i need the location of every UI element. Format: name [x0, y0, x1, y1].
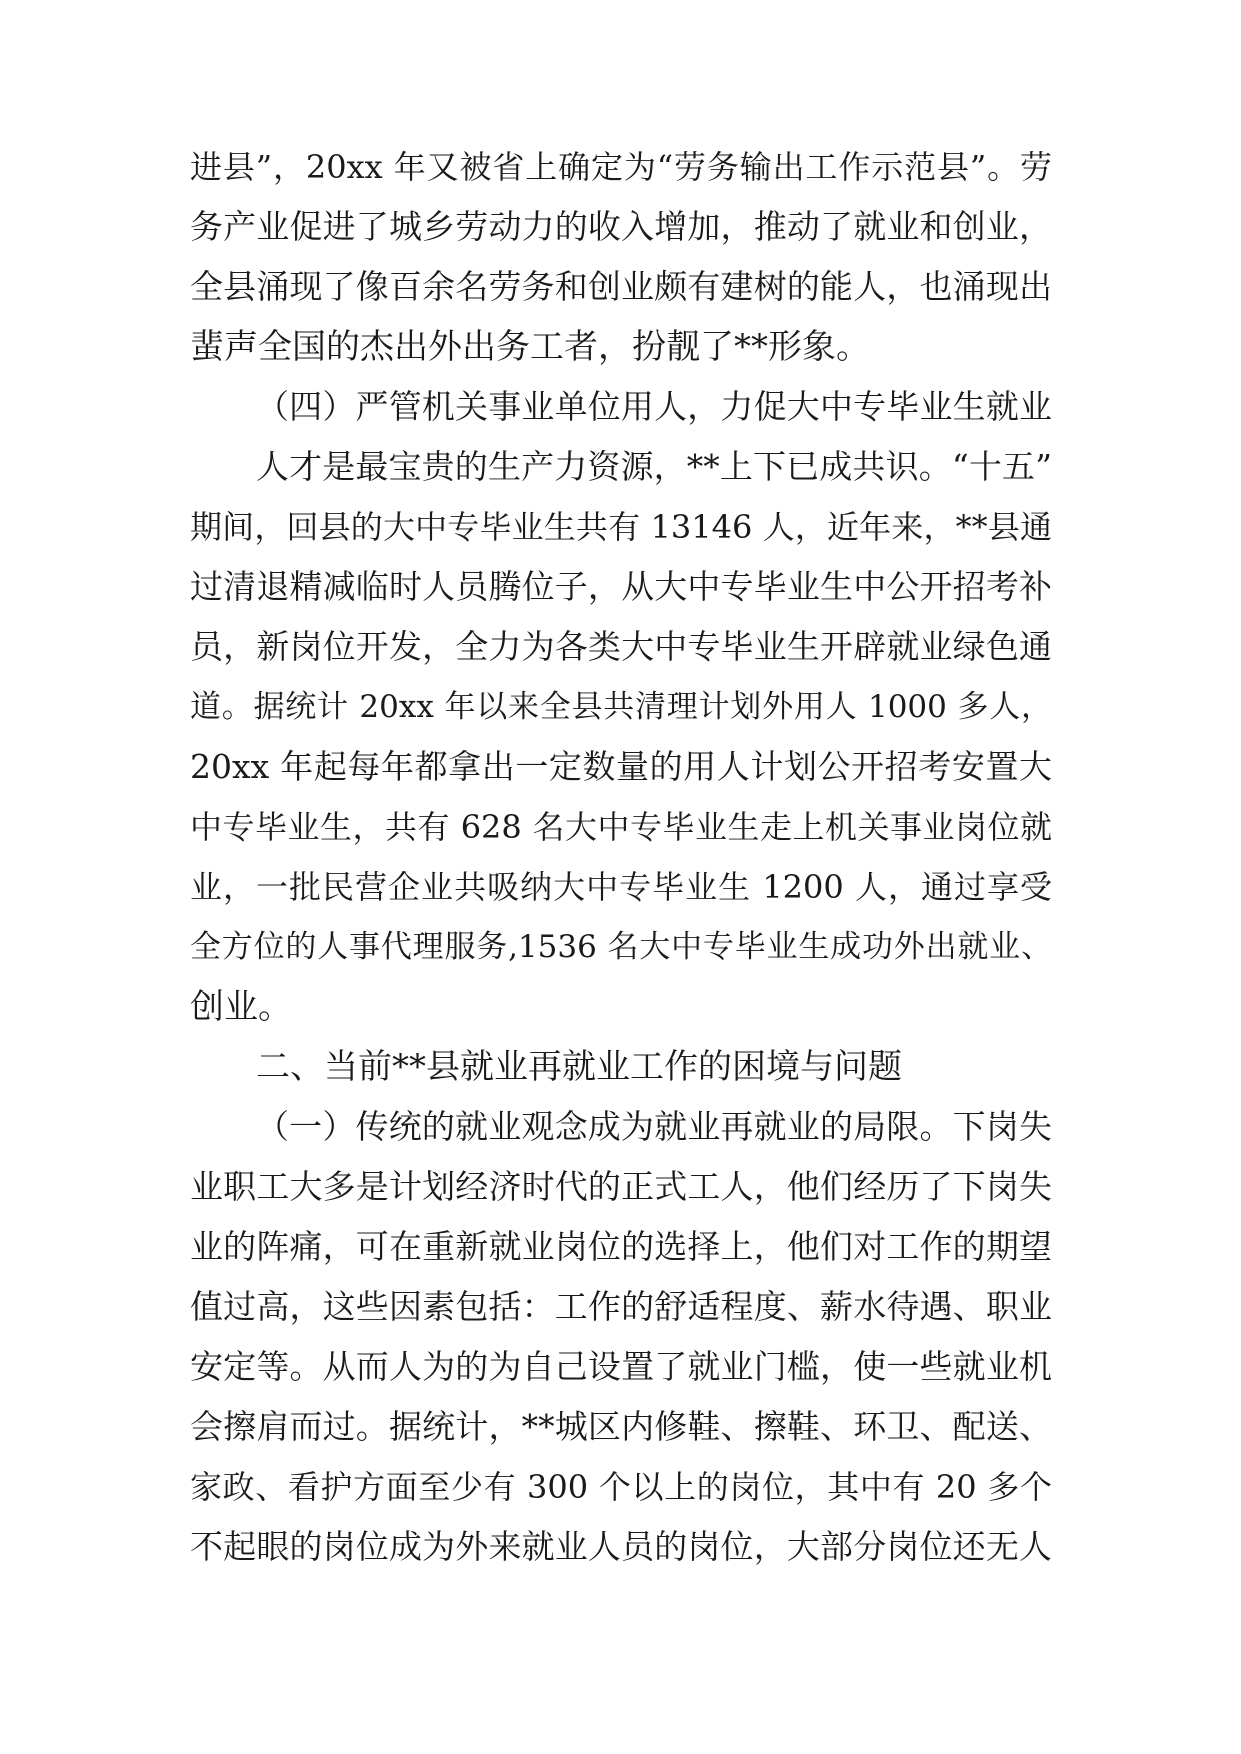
text-line: 安定等。从而人为的为自己设置了就业门槛，使一些就业机: [190, 1347, 1052, 1386]
text-line: 全县涌现了像百余名劳务和创业颇有建树的能人，也涌现出: [190, 267, 1052, 306]
text-line: 不起眼的岗位成为外来就业人员的岗位，大部分岗位还无人: [190, 1527, 1052, 1566]
text-line: 全方位的人事代理服务,1536 名大中专毕业生成功外出就业、: [190, 929, 1052, 965]
text-line: 20xx 年起每年都拿出一定数量的用人计划公开招考安置大: [190, 747, 1052, 786]
text-line: 人才是最宝贵的生产力资源，**上下已成共识。“十五”: [256, 447, 1052, 486]
text-line: （一）传统的就业观念成为就业再就业的局限。下岗失: [256, 1107, 1052, 1146]
text-line: 业的阵痛，可在重新就业岗位的选择上，他们对工作的期望: [190, 1227, 1052, 1266]
text-line: 期间，回县的大中专毕业生共有 13146 人，近年来，**县通: [190, 508, 1052, 546]
text-line: 业，一批民营企业共吸纳大中专毕业生 1200 人，通过享受: [190, 868, 1052, 906]
text-line: 值过高，这些因素包括：工作的舒适程度、薪水待遇、职业: [190, 1287, 1052, 1326]
text-line: 蜚声全国的杰出外出务工者，扮靓了**形象。: [190, 327, 870, 367]
text-line: 务产业促进了城乡劳动力的收入增加，推动了就业和创业，: [190, 207, 1052, 246]
text-line: 创业。: [190, 987, 292, 1027]
section-heading: （四）严管机关事业单位用人，力促大中专毕业生就业: [256, 387, 1052, 426]
text-line: 过清退精减临时人员腾位子，从大中专毕业生中公开招考补: [190, 567, 1052, 606]
text-line: 进县”，20xx 年又被省上确定为“劳务输出工作示范县”。劳: [190, 148, 1052, 186]
text-line: 道。据统计 20xx 年以来全县共清理计划外用人 1000 多人，: [190, 689, 1052, 725]
text-line: 业职工大多是计划经济时代的正式工人，他们经历了下岗失: [190, 1167, 1052, 1206]
text-line: 中专毕业生，共有 628 名大中专毕业生走上机关事业岗位就: [190, 808, 1052, 846]
text-line: 会擦肩而过。据统计，**城区内修鞋、擦鞋、环卫、配送、: [190, 1407, 1052, 1446]
section-heading: 二、当前**县就业再就业工作的困境与问题: [256, 1047, 902, 1087]
text-line: 家政、看护方面至少有 300 个以上的岗位，其中有 20 多个: [190, 1468, 1052, 1506]
text-line: 员，新岗位开发，全力为各类大中专毕业生开辟就业绿色通: [190, 627, 1052, 666]
